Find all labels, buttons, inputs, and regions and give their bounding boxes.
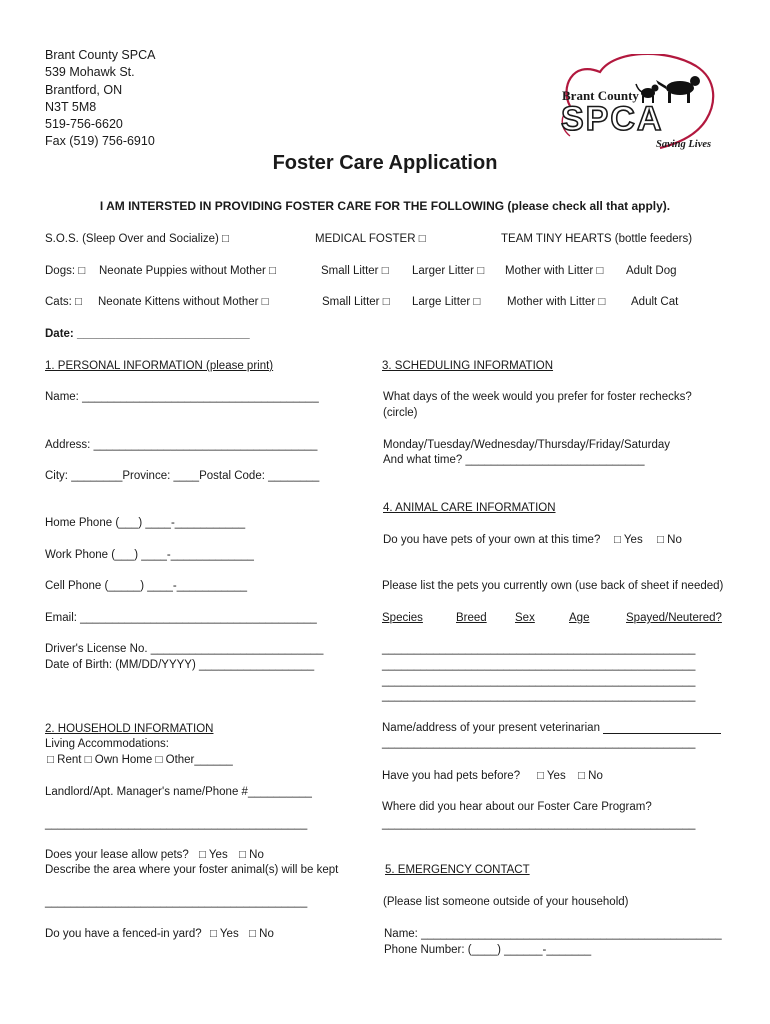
lease-yes-checkbox[interactable]: □ Yes [199,849,228,861]
cats-large-litter-option[interactable]: Large Litter □ [412,296,481,308]
cats-adult-option[interactable]: Adult Cat [631,296,679,308]
personal-heading: 1. PERSONAL INFORMATION (please print) [45,360,274,372]
org-fax: Fax (519) 756-6910 [45,134,155,149]
emergency-note: (Please list someone outside of your household) [383,896,629,908]
org-address [45,47,155,151]
org-street: 539 Mohawk St. [45,65,135,80]
emergency-heading: 5. EMERGENCY CONTACT [385,864,530,876]
city-province-postal-field[interactable]: City: ________Province: ____Postal Code: ________ [45,470,320,482]
own-pets-yes-checkbox[interactable]: □ Yes [614,534,643,546]
email-field[interactable]: Email: _____________________________________ [45,612,317,624]
emergency-phone-field[interactable]: Phone Number: (____) ______-_______ [384,944,592,956]
work-phone-field[interactable]: Work Phone (___) ____-_____________ [45,549,254,561]
weekday-options[interactable]: Monday/Tuesday/Wednesday/Thursday/Friday/Saturday [383,439,671,451]
cats-checkbox[interactable]: Cats: □ [45,296,82,308]
spca-logo [556,54,726,154]
accommodation-options[interactable]: □ Rent □ Own Home □ Other______ [47,754,233,766]
describe-area-line[interactable]: _________________________________________ [45,896,308,908]
logo-top-text: Brant County [562,88,639,103]
lease-question: Does your lease allow pets? [45,849,189,861]
address-field[interactable]: Address: ___________________________________ [45,439,318,451]
landlord-field[interactable]: Landlord/Apt. Manager's name/Phone #__________ [45,786,312,798]
dogs-mother-option[interactable]: Mother with Litter □ [505,265,604,277]
animal-care-heading: 4. ANIMAL CARE INFORMATION [383,502,556,514]
cats-small-litter-option[interactable]: Small Litter □ [322,296,390,308]
describe-area-question: Describe the area where your foster animal(s) will be kept [45,864,339,876]
cats-neonate-option[interactable]: Neonate Kittens without Mother □ [98,296,269,308]
veterinarian-inline-line[interactable] [603,733,721,734]
page-title: Foster Care Application [272,152,498,174]
column-sex: Sex [515,612,535,624]
landlord-line[interactable]: _________________________________________ [45,818,308,830]
option-sos[interactable]: S.O.S. (Sleep Over and Socialize) □ [45,233,229,245]
org-phone: 519-756-6620 [45,117,123,132]
dogs-small-litter-option[interactable]: Small Litter □ [321,265,389,277]
household-heading: 2. HOUSEHOLD INFORMATION [45,723,214,735]
had-pets-question: Have you had pets before? [382,770,521,782]
pets-row-line[interactable]: _________________________________________________ [382,643,696,655]
recheck-days-circle-note: (circle) [383,407,418,419]
logo-tagline: Saving Lives [656,139,712,150]
veterinarian-line[interactable]: _________________________________________________ [382,737,696,749]
column-species: Species [382,612,423,624]
pets-row-line[interactable]: _________________________________________________ [382,659,696,671]
dogs-larger-litter-option[interactable]: Larger Litter □ [412,265,485,277]
own-pets-no-checkbox[interactable]: □ No [657,534,682,546]
dog-and-cat-icon [636,76,700,103]
recheck-days-question: What days of the week would you prefer for foster rechecks? [383,391,692,403]
emergency-name-field[interactable]: Name: _______________________________________________ [384,928,722,940]
home-phone-field[interactable]: Home Phone (___) ____-___________ [45,517,246,529]
org-city: Brantford, ON [45,82,123,97]
logo-main-text: SPCA [561,100,664,138]
pets-row-line[interactable]: _________________________________________________ [382,675,696,687]
dogs-checkbox[interactable]: Dogs: □ [45,265,86,277]
dogs-neonate-option[interactable]: Neonate Puppies without Mother □ [99,265,276,277]
option-tiny-hearts[interactable]: TEAM TINY HEARTS (bottle feeders) [501,233,693,245]
fence-yes-checkbox[interactable]: □ Yes [210,928,239,940]
column-spayed-neutered: Spayed/Neutered? [626,612,722,624]
option-medical[interactable]: MEDICAL FOSTER □ [315,233,426,245]
list-pets-instruction: Please list the pets you currently own (use back of sheet if needed) [382,580,724,592]
org-name: Brant County SPCA [45,48,156,62]
own-pets-question: Do you have pets of your own at this time? [383,534,601,546]
hear-about-question: Where did you hear about our Foster Care Program? [382,801,652,813]
cats-mother-option[interactable]: Mother with Litter □ [507,296,606,308]
cell-phone-field[interactable]: Cell Phone (_____) ____-___________ [45,580,248,592]
living-accommodations-label: Living Accommodations: [45,738,170,750]
veterinarian-question: Name/address of your present veterinarian [382,722,600,734]
had-pets-no-checkbox[interactable]: □ No [578,770,603,782]
drivers-license-field[interactable]: Driver's License No. ___________________________ [45,643,324,655]
fence-no-checkbox[interactable]: □ No [249,928,274,940]
column-breed: Breed [456,612,487,624]
org-postal: N3T 5M8 [45,99,97,114]
date-of-birth-field[interactable]: Date of Birth: (MM/DD/YYYY) __________________ [45,659,315,671]
name-field[interactable]: Name: _____________________________________ [45,391,319,403]
pets-row-line[interactable]: _________________________________________________ [382,690,696,702]
column-age: Age [569,612,590,624]
had-pets-yes-checkbox[interactable]: □ Yes [537,770,566,782]
hear-about-line[interactable]: _________________________________________________ [382,818,696,830]
date-field[interactable]: Date: ___________________________ [45,328,250,340]
lease-no-checkbox[interactable]: □ No [239,849,264,861]
fence-question: Do you have a fenced-in yard? [45,928,202,940]
dogs-adult-option[interactable]: Adult Dog [626,265,677,277]
intro-text: I AM INTERSTED IN PROVIDING FOSTER CARE FOR THE FOLLOWING (please check all that apply). [99,199,671,213]
recheck-time-field[interactable]: And what time? ____________________________ [383,454,645,466]
scheduling-heading: 3. SCHEDULING INFORMATION [382,360,554,372]
